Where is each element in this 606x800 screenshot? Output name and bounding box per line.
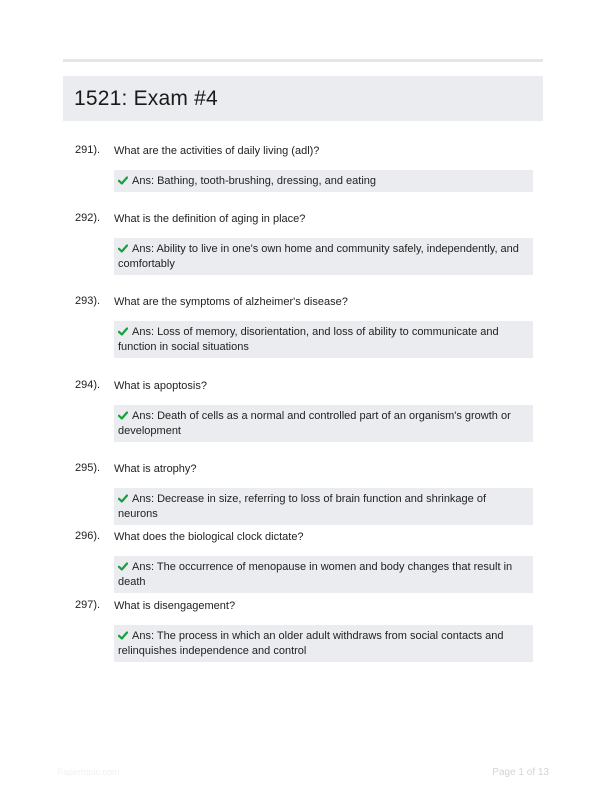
title-bar <box>63 76 543 121</box>
answer-box <box>114 488 533 525</box>
answer-text: Ans: The process in which an older adult withdraws from social contacts and relinquishes independence and control <box>118 630 504 657</box>
question-text: What does the biological clock dictate? <box>114 531 304 543</box>
question-text: What are the activities of daily living (adl)? <box>114 145 320 157</box>
question-text: What is disengagement? <box>114 600 236 612</box>
question-text: What is the definition of aging in place? <box>114 213 306 225</box>
question-text: What are the symptoms of alzheimer's disease? <box>114 296 348 308</box>
question-number: 297). <box>75 599 101 611</box>
answer-text: Ans: Bathing, tooth-brushing, dressing, and eating <box>132 175 376 187</box>
question-number: 291). <box>75 144 101 156</box>
check-icon <box>118 562 128 571</box>
question-text: What is atrophy? <box>114 463 197 475</box>
check-icon <box>118 244 128 253</box>
answer-box <box>114 238 533 275</box>
answer-text: Ans: The occurrence of menopause in women and body changes that result in death <box>118 561 513 588</box>
answer-text: Ans: Death of cells as a normal and controlled part of an organism's growth or development <box>118 410 511 437</box>
page-title: 1521: Exam #4 <box>74 86 218 110</box>
question-number: 295). <box>75 462 101 474</box>
page-indicator: Page 1 of 13 <box>492 767 549 778</box>
answer-box <box>114 321 533 358</box>
question-number: 293). <box>75 295 101 307</box>
check-icon <box>118 411 128 420</box>
answer-box <box>114 170 533 192</box>
check-icon <box>118 631 128 640</box>
answer-box <box>114 625 533 662</box>
check-icon <box>118 327 128 336</box>
answer-box <box>114 405 533 442</box>
answer-text: Ans: Decrease in size, referring to loss of brain function and shrinkage of neurons <box>118 493 487 520</box>
question-number: 296). <box>75 530 101 542</box>
check-icon <box>118 176 128 185</box>
question-number: 294). <box>75 379 101 391</box>
check-icon <box>118 494 128 503</box>
answer-box <box>114 556 533 593</box>
question-text: What is apoptosis? <box>114 380 207 392</box>
answer-text: Ans: Ability to live in one's own home and community safely, independently, and comfortably <box>118 243 519 270</box>
footer-watermark: Papertopic.com <box>57 767 120 777</box>
header-divider <box>63 59 543 62</box>
answer-text: Ans: Loss of memory, disorientation, and loss of ability to communicate and function in social situations <box>118 326 499 353</box>
question-number: 292). <box>75 212 101 224</box>
